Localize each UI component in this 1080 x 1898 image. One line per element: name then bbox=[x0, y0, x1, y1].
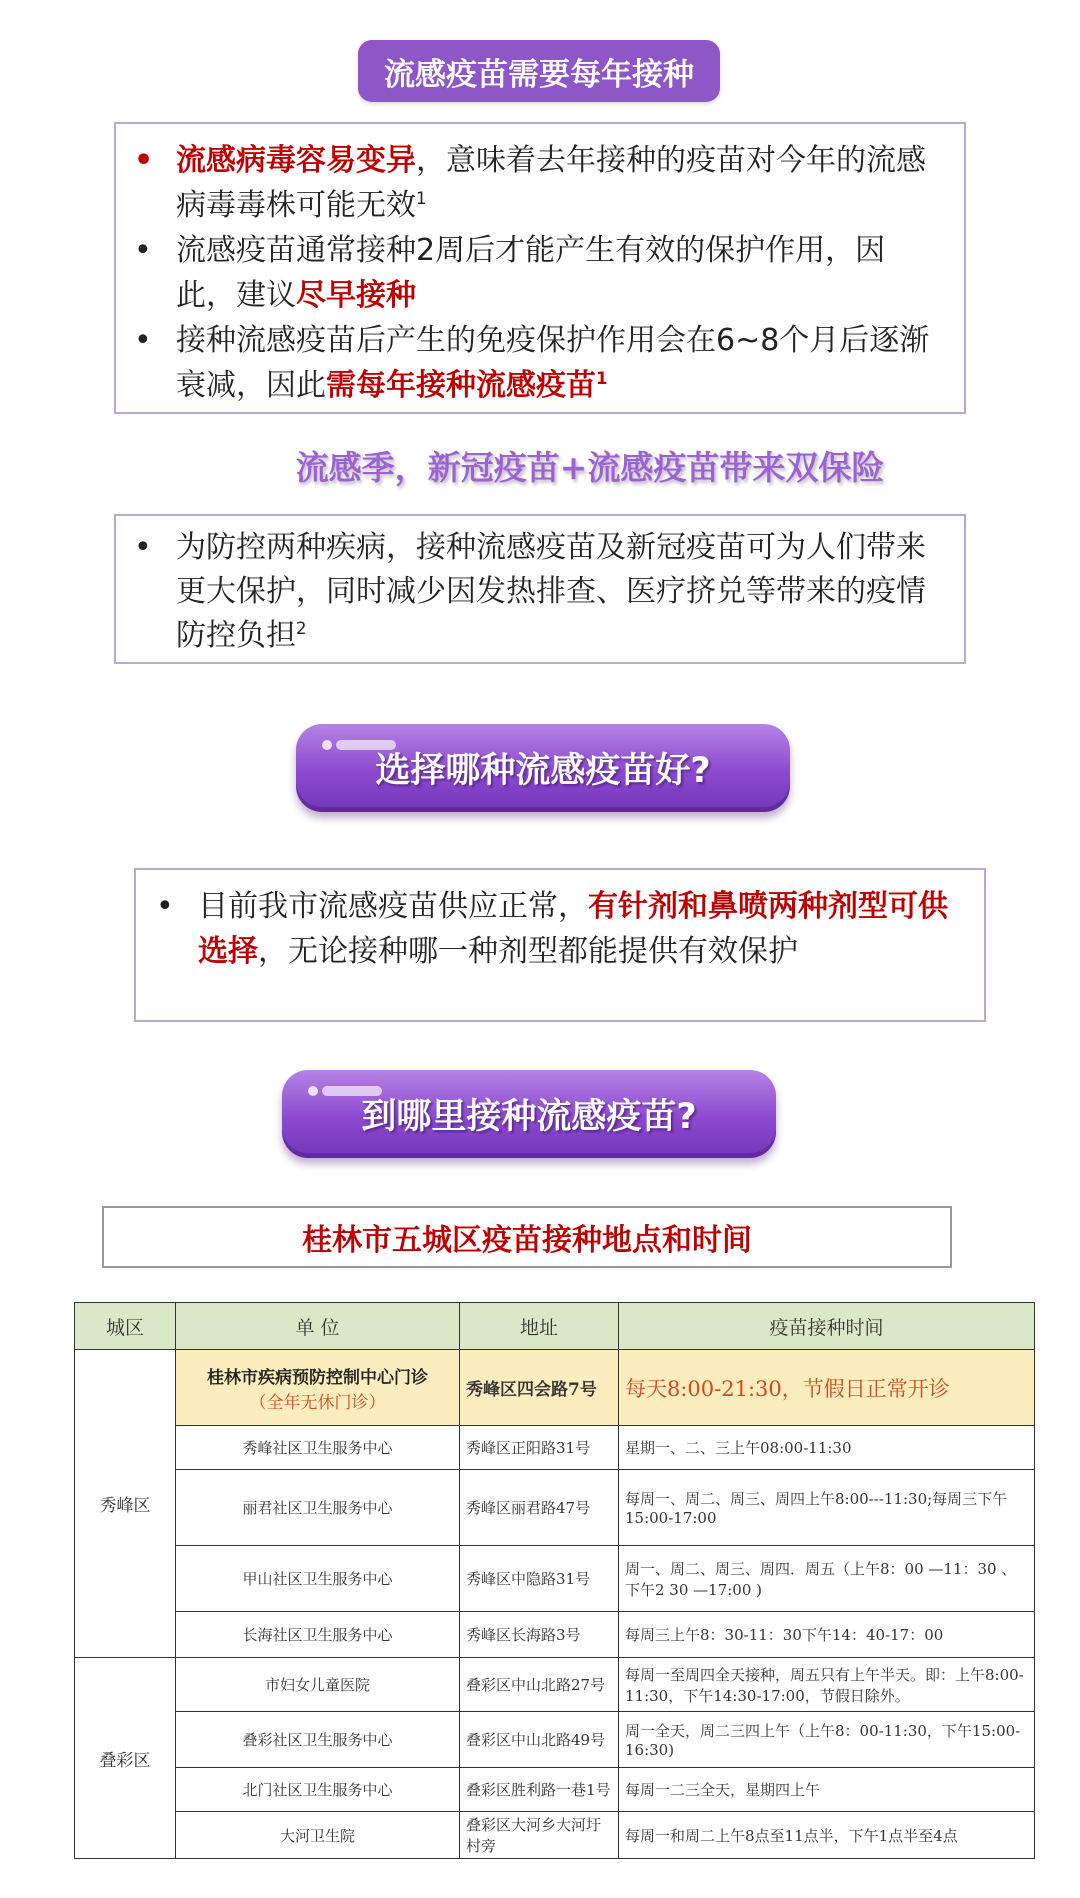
table-row bbox=[75, 1470, 1035, 1546]
unit-cell bbox=[176, 1350, 460, 1426]
address-cell: 秀峰区丽君路47号 bbox=[460, 1470, 619, 1546]
time-cell: 周一全天，周二三四上午（上午8：00-11:30，下午15:00-16:30) bbox=[619, 1712, 1035, 1768]
bullet-dot: • bbox=[134, 530, 152, 565]
banner-choose-vaccine bbox=[296, 724, 790, 812]
annual-vaccination-box bbox=[114, 122, 966, 414]
bullet-item bbox=[134, 228, 944, 318]
address-cell: 叠彩区大河乡大河圩村旁 bbox=[460, 1812, 619, 1859]
table-row bbox=[75, 1612, 1035, 1658]
time-cell: 周一、周二、周三、周四．周五（上午8：00 —11：30 、下午2 30 —17:00 ) bbox=[619, 1546, 1035, 1612]
bullet-dot: • bbox=[134, 323, 152, 358]
unit-cell: 市妇女儿童医院 bbox=[176, 1658, 460, 1712]
unit-note: （全年无休门诊） bbox=[249, 1392, 386, 1413]
unit-cell: 秀峰社区卫生服务中心 bbox=[176, 1426, 460, 1470]
bullet-dot: • bbox=[156, 889, 174, 924]
highlight-text: 流感病毒容易变异 bbox=[176, 143, 416, 178]
table-row bbox=[75, 1712, 1035, 1768]
time-cell: 每周三上午8：30-11：30下午14：40-17：00 bbox=[619, 1612, 1035, 1658]
district-cell: 秀峰区 bbox=[75, 1350, 176, 1658]
time-cell: 每周一至周四全天接种，周五只有上午半天。即：上午8:00-11:30，下午14:30-17:00，节假日除外。 bbox=[619, 1658, 1035, 1712]
bullet-dot: • bbox=[134, 233, 152, 268]
header-unit: 单 位 bbox=[176, 1303, 460, 1350]
section-title-double-protection: 流感季，新冠疫苗+流感疫苗带来双保险 bbox=[295, 448, 885, 487]
bullet-text: ，意味着去年接种的疫苗对今年的流感病毒毒株可能无效 bbox=[176, 143, 926, 223]
unit-cell: 长海社区卫生服务中心 bbox=[176, 1612, 460, 1658]
footnote-ref: 1 bbox=[416, 189, 427, 208]
bullet-item bbox=[134, 318, 944, 408]
district-cell: 叠彩区 bbox=[75, 1658, 176, 1859]
highlight-text: 需每年接种流感疫苗 bbox=[326, 368, 596, 403]
banner-decoration bbox=[322, 1086, 382, 1096]
bullet-item bbox=[134, 138, 944, 228]
bullet-text: 目前我市流感疫苗供应正常， bbox=[198, 889, 588, 924]
unit-cell: 北门社区卫生服务中心 bbox=[176, 1768, 460, 1812]
header-address: 地址 bbox=[460, 1303, 619, 1350]
address-cell: 秀峰区中隐路31号 bbox=[460, 1546, 619, 1612]
vaccination-schedule-table bbox=[74, 1302, 1035, 1859]
bullet-text: 接种流感疫苗后产生的免疫保护作用会在6~8个月后逐渐衰减，因此 bbox=[176, 323, 930, 403]
highlight-text: 尽早接种 bbox=[296, 278, 416, 313]
address-cell: 叠彩区中山北路27号 bbox=[460, 1658, 619, 1712]
section-title-annual-vaccination: 流感疫苗需要每年接种 bbox=[358, 40, 720, 102]
time-cell: 每周一二三全天，星期四上午 bbox=[619, 1768, 1035, 1812]
table-row bbox=[75, 1768, 1035, 1812]
address-cell: 秀峰区正阳路31号 bbox=[460, 1426, 619, 1470]
unit-cell: 丽君社区卫生服务中心 bbox=[176, 1470, 460, 1546]
address-cell: 秀峰区长海路3号 bbox=[460, 1612, 619, 1658]
unit-cell: 甲山社区卫生服务中心 bbox=[176, 1546, 460, 1612]
table-row bbox=[75, 1546, 1035, 1612]
bullet-item bbox=[156, 884, 964, 974]
banner-decoration bbox=[322, 740, 332, 750]
banner-title: 选择哪种流感疫苗好? bbox=[375, 751, 711, 791]
table-row bbox=[75, 1426, 1035, 1470]
time-cell: 每周一和周二上午8点至11点半，下午1点半至4点 bbox=[619, 1812, 1035, 1859]
bullet-text: 流感疫苗通常接种2周后才能产生有效的保护作用，因此，建议 bbox=[176, 233, 886, 313]
bullet-item bbox=[134, 526, 944, 658]
address-cell: 叠彩区中山北路49号 bbox=[460, 1712, 619, 1768]
footnote-ref: 1 bbox=[596, 369, 608, 388]
double-protection-box bbox=[114, 514, 966, 664]
header-time: 疫苗接种时间 bbox=[619, 1303, 1035, 1350]
footnote-ref: 2 bbox=[296, 619, 307, 638]
unit-cell: 大河卫生院 bbox=[176, 1812, 460, 1859]
vaccine-choice-box bbox=[134, 868, 986, 1022]
banner-decoration bbox=[308, 1086, 318, 1096]
address-cell: 秀峰区四会路7号 bbox=[460, 1350, 619, 1426]
banner-title: 到哪里接种流感疫苗? bbox=[361, 1097, 697, 1137]
banner-where-to-vaccinate bbox=[282, 1070, 776, 1158]
table-row bbox=[75, 1812, 1035, 1859]
time-cell: 星期一、二、三上午08:00-11:30 bbox=[619, 1426, 1035, 1470]
header-district: 城区 bbox=[75, 1303, 176, 1350]
table-caption: 桂林市五城区疫苗接种地点和时间 bbox=[102, 1206, 952, 1268]
table-row-cdc bbox=[75, 1350, 1035, 1426]
time-cell: 每天8:00-21:30，节假日正常开诊 bbox=[619, 1350, 1035, 1426]
bullet-text: 为防控两种疾病，接种流感疫苗及新冠疫苗可为人们带来更大保护，同时减少因发热排查、医疗挤兑等带来的疫情防控负担 bbox=[176, 530, 926, 653]
banner-decoration bbox=[336, 740, 396, 750]
time-cell: 每周一、周二、周三、周四上午8:00---11:30;每周三下午15:00-17:00 bbox=[619, 1470, 1035, 1546]
bullet-text: ，无论接种哪一种剂型都能提供有效保护 bbox=[258, 934, 798, 969]
bullet-dot: • bbox=[134, 143, 154, 178]
highlight-text: 有针剂和鼻喷两种剂型可供选择 bbox=[198, 889, 948, 969]
unit-name: 桂林市疾病预防控制中心门诊 bbox=[207, 1367, 428, 1388]
unit-cell: 叠彩社区卫生服务中心 bbox=[176, 1712, 460, 1768]
address-cell: 叠彩区胜利路一巷1号 bbox=[460, 1768, 619, 1812]
table-row bbox=[75, 1658, 1035, 1712]
table-header-row bbox=[75, 1303, 1035, 1350]
